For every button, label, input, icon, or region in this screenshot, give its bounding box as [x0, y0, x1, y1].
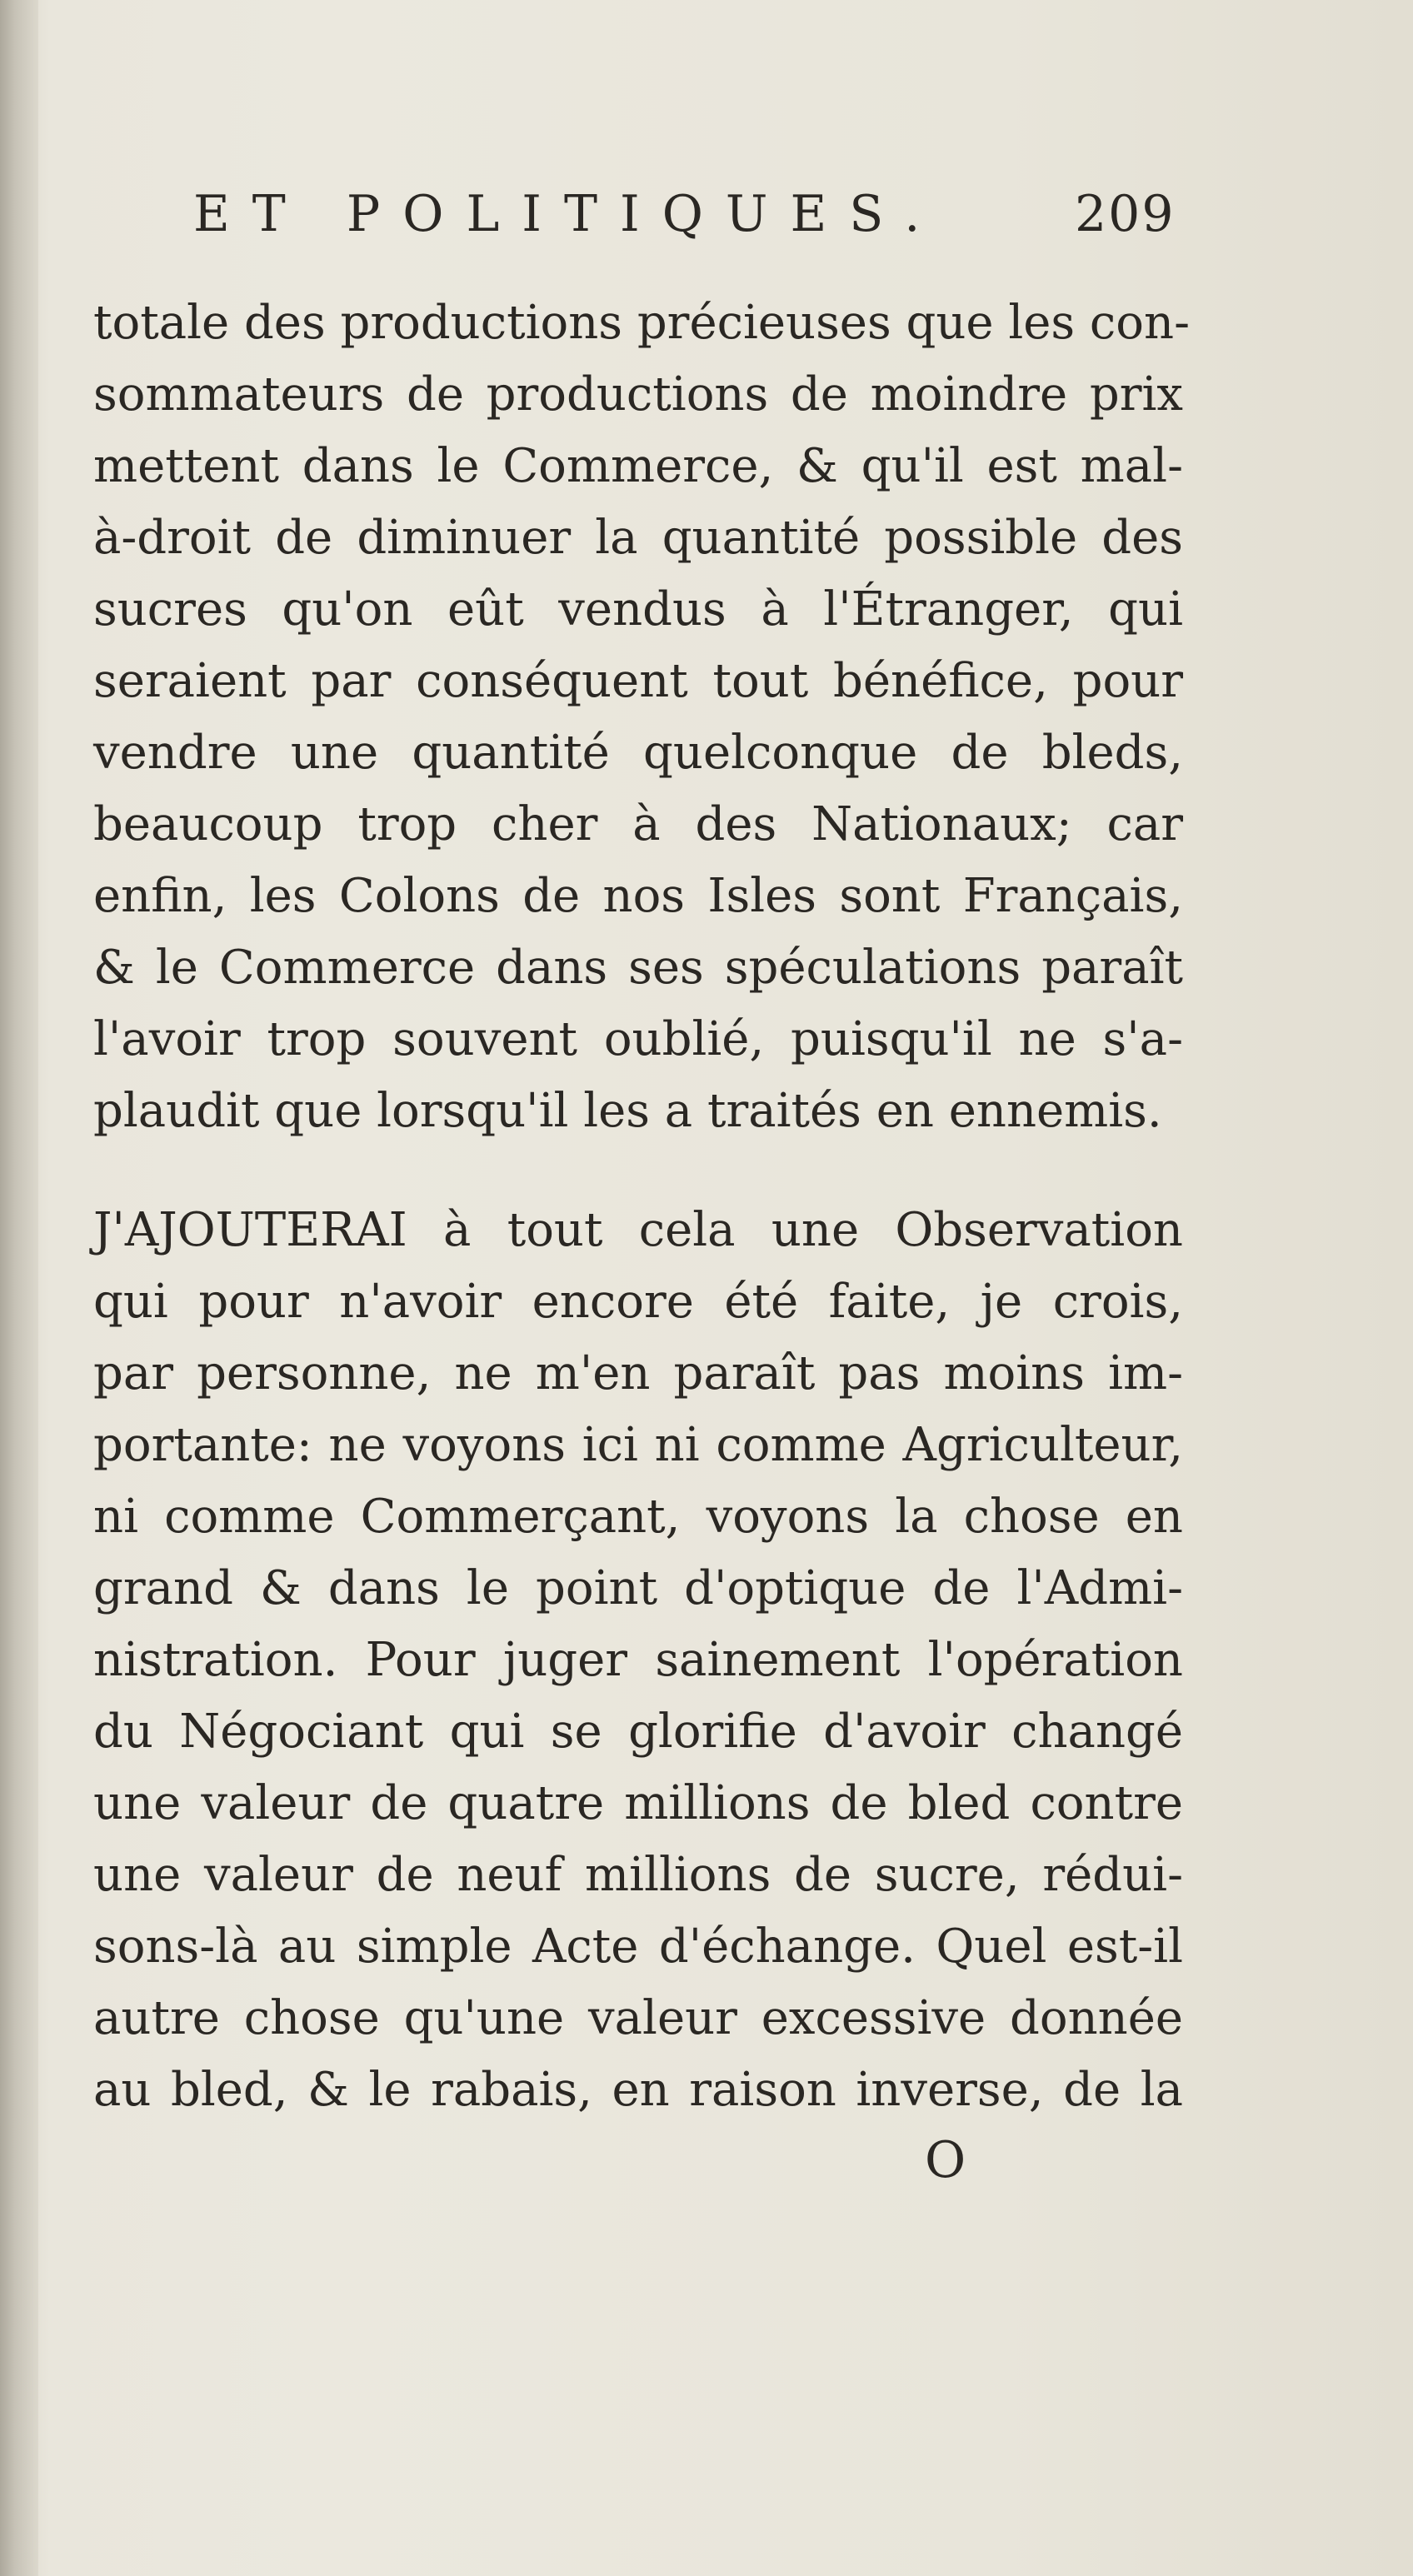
- text-line: grand & dans le point d'optique de l'Admi-: [93, 1561, 1183, 1615]
- text-line: nistration. Pour juger sainement l'opération: [93, 1633, 1183, 1687]
- text-line: vendre une quantité quelconque de bleds,: [93, 726, 1183, 780]
- text-line: portante: ne voyons ici ni comme Agriculteur,: [93, 1418, 1183, 1472]
- text-line: autre chose qu'une valeur excessive donnée: [93, 1991, 1183, 2045]
- text-line: seraient par conséquent tout bénéfice, pour: [93, 654, 1183, 708]
- text-line: qui pour n'avoir encore été faite, je crois,: [93, 1275, 1183, 1329]
- text-line: l'avoir trop souvent oublié, puisqu'il ne s'a-: [93, 1012, 1183, 1066]
- text-line: enfin, les Colons de nos Isles sont Français,: [93, 869, 1183, 923]
- text-line: au bled, & le rabais, en raison inverse, de la: [93, 2063, 1183, 2117]
- text-line: sommateurs de productions de moindre prix: [93, 367, 1183, 422]
- text-line: plaudit que lorsqu'il les a traités en ennemis.: [93, 1084, 1162, 1138]
- text-line: une valeur de neuf millions de sucre, rédui-: [93, 1848, 1183, 1902]
- text-line: sons-là au simple Acte d'échange. Quel est-il: [93, 1920, 1183, 1974]
- running-title: ET POLITIQUES.: [193, 185, 943, 243]
- text-line: ni comme Commerçant, voyons la chose en: [93, 1490, 1183, 1544]
- signature-mark: O: [925, 2131, 966, 2189]
- text-line: à-droit de diminuer la quantité possible des: [93, 511, 1183, 565]
- text-line: J'AJOUTERAI à tout cela une Observation: [93, 1203, 1183, 1257]
- text-line: du Négociant qui se glorifie d'avoir changé: [93, 1705, 1183, 1759]
- text-line: par personne, ne m'en paraît pas moins im-: [93, 1346, 1183, 1400]
- page-number: 209: [1075, 185, 1176, 243]
- paragraph-1: [93, 287, 1190, 1147]
- text-line: une valeur de quatre millions de bled contre: [93, 1776, 1183, 1830]
- running-header: [193, 177, 1185, 252]
- page-gutter-shadow: [0, 0, 38, 2576]
- text-line: & le Commerce dans ses spéculations paraît: [93, 941, 1183, 995]
- paragraph-2: [93, 1195, 1183, 2126]
- text-line: beaucoup trop cher à des Nationaux; car: [93, 797, 1183, 851]
- text-line: sucres qu'on eût vendus à l'Étranger, qui: [93, 582, 1183, 637]
- text-line: totale des productions précieuses que les con-: [93, 296, 1190, 350]
- text-line: mettent dans le Commerce, & qu'il est mal-: [93, 439, 1183, 493]
